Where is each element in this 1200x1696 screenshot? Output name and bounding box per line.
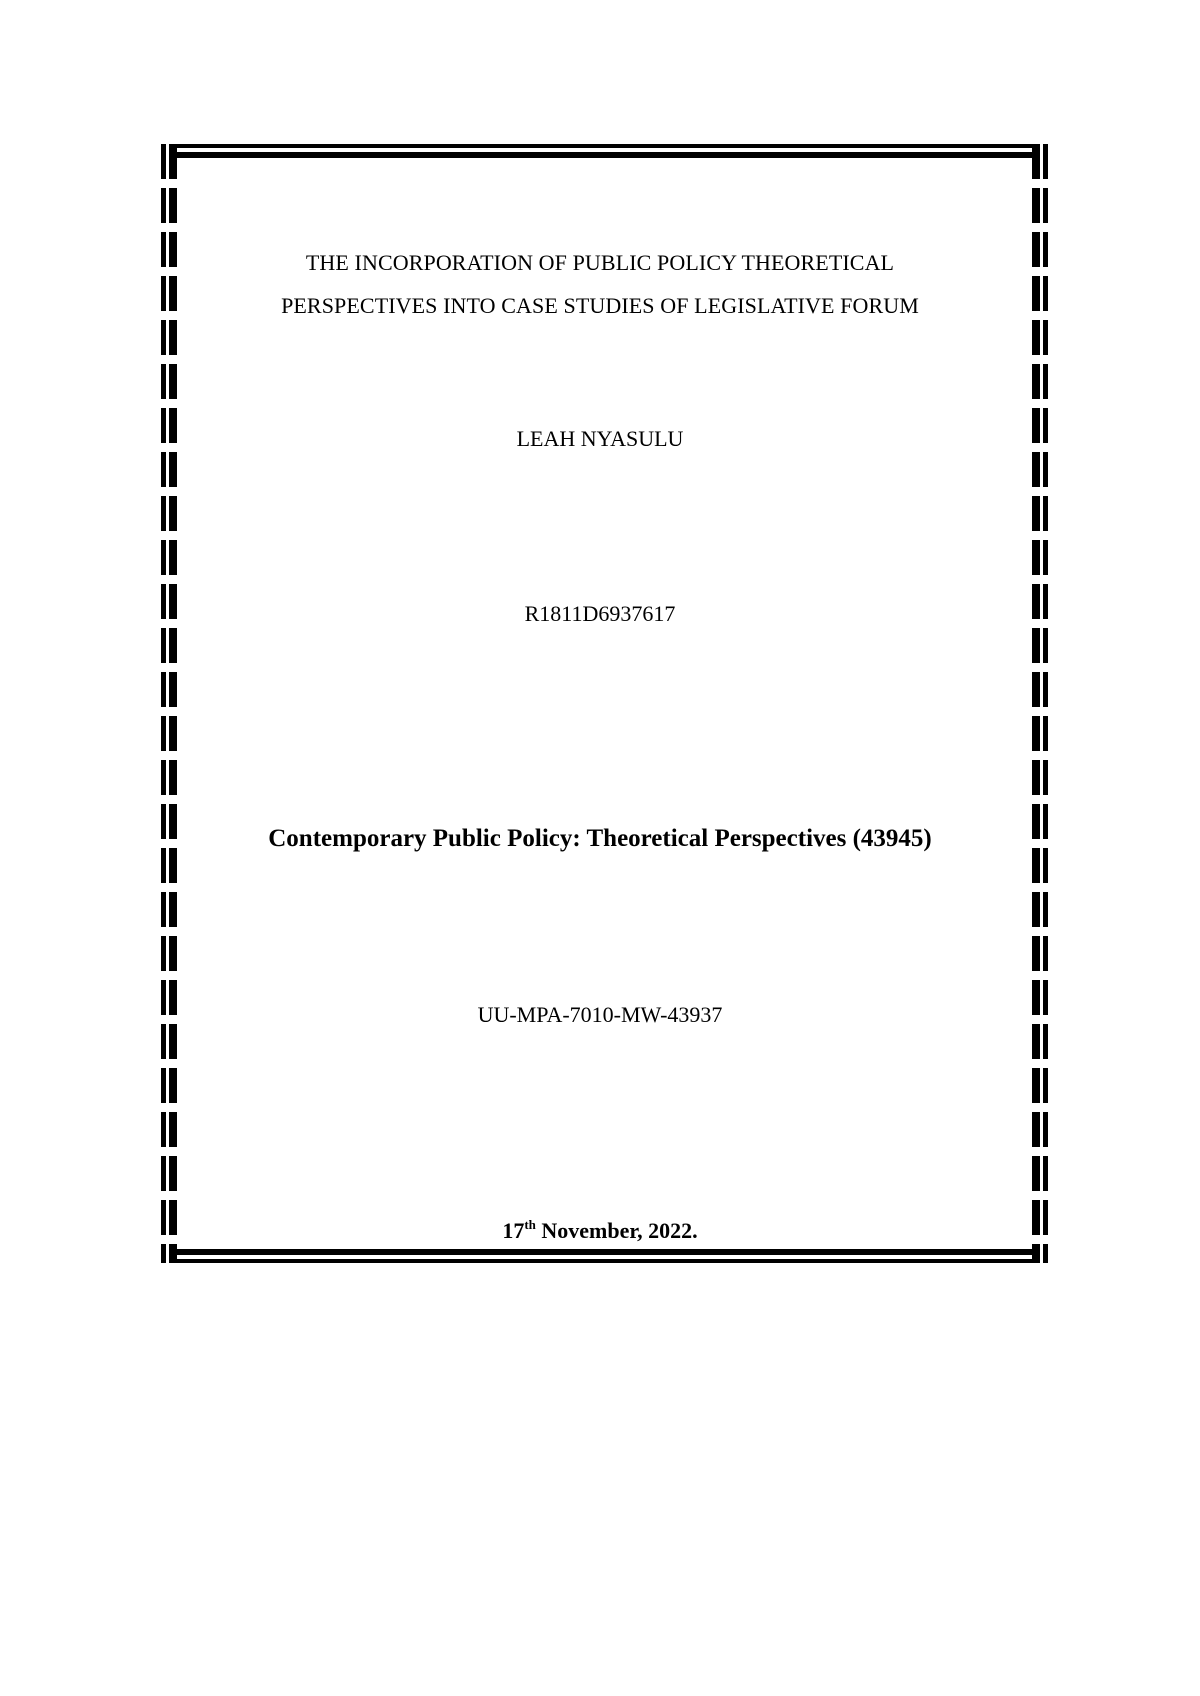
course-title: Contemporary Public Policy: Theoretical Perspectives (43945) [268, 825, 932, 852]
border-top [161, 144, 1048, 158]
border-bottom [161, 1249, 1048, 1263]
course-code: UU-MPA-7010-MW-43937 [477, 1002, 723, 1027]
author-name: LEAH NYASULU [516, 426, 684, 451]
registration-number: R1811D6937617 [524, 601, 676, 626]
submission-date [0, 1218, 1200, 1244]
date-ordinal-suffix: th [524, 1217, 536, 1232]
document-title-line-2: PERSPECTIVES INTO CASE STUDIES OF LEGISLATIVE FORUM [281, 293, 919, 318]
document-title-line-1: THE INCORPORATION OF PUBLIC POLICY THEORETICAL [305, 250, 895, 275]
date-month-year: November, 2022. [535, 1218, 698, 1243]
date-day: 17 [502, 1218, 525, 1243]
